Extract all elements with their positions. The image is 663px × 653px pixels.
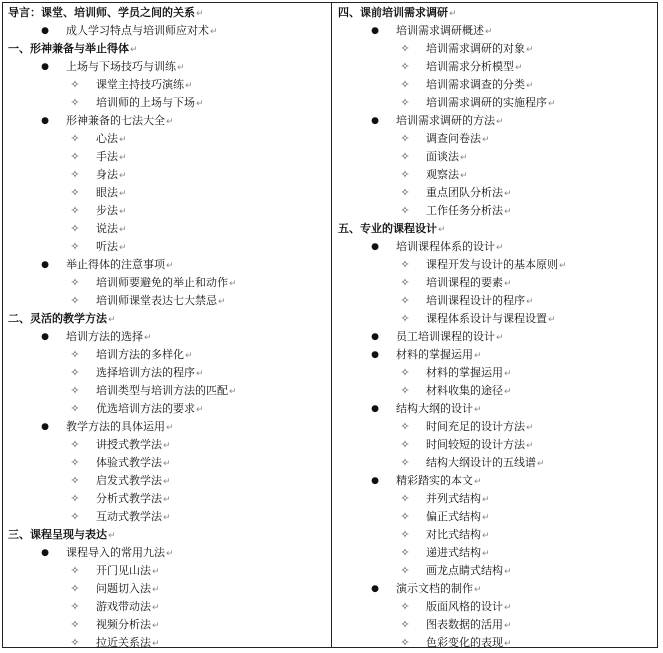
item-text: 材料的掌握运用 (396, 348, 473, 361)
diamond-bullet-icon: ✧ (70, 186, 80, 199)
paragraph-mark-icon: ↵ (196, 99, 204, 109)
outline-subitem (338, 310, 656, 328)
item-text: 材料的掌握运用 (426, 366, 503, 379)
paragraph-mark-icon: ↵ (482, 495, 490, 505)
outline-subitem (8, 580, 328, 598)
diamond-bullet-icon: ✧ (400, 366, 410, 379)
outline-item (338, 346, 656, 364)
item-text: 培训师要避免的举止和动作 (96, 276, 228, 289)
outline-item (8, 58, 328, 76)
paragraph-mark-icon: ↵ (482, 513, 490, 523)
diamond-bullet-icon: ✧ (400, 438, 410, 451)
outline-subitem (8, 94, 328, 112)
paragraph-mark-icon: ↵ (504, 279, 512, 289)
paragraph-mark-icon: ↵ (185, 81, 193, 91)
paragraph-mark-icon: ↵ (152, 621, 160, 631)
item-text: 体验式教学法 (96, 456, 162, 469)
item-text: 并列式结构 (426, 492, 481, 505)
paragraph-mark-icon: ↵ (526, 441, 534, 451)
item-text: 精彩踏实的本文 (396, 474, 473, 487)
paragraph-mark-icon: ↵ (526, 423, 534, 433)
diamond-bullet-icon: ✧ (70, 150, 80, 163)
paragraph-mark-icon: ↵ (163, 441, 171, 451)
diamond-bullet-icon: ✧ (400, 294, 410, 307)
paragraph-mark-icon: ↵ (496, 333, 504, 343)
bullet-icon: ● (41, 332, 49, 342)
item-text: 手法 (96, 150, 118, 163)
paragraph-mark-icon: ↵ (185, 351, 193, 361)
outline-subitem (338, 58, 656, 76)
outline-subitem (8, 148, 328, 166)
diamond-bullet-icon: ✧ (70, 402, 80, 415)
column-divider (331, 2, 332, 648)
item-text: 步法 (96, 204, 118, 217)
diamond-bullet-icon: ✧ (400, 564, 410, 577)
item-text: 上场与下场技巧与训练 (66, 60, 176, 73)
outline-subitem (338, 598, 656, 616)
outline-subitem (8, 274, 328, 292)
paragraph-mark-icon: ↵ (119, 171, 127, 181)
item-text: 眼法 (96, 186, 118, 199)
diamond-bullet-icon: ✧ (70, 294, 80, 307)
paragraph-mark-icon: ↵ (460, 153, 468, 163)
paragraph-mark-icon: ↵ (119, 225, 127, 235)
diamond-bullet-icon: ✧ (70, 222, 80, 235)
outline-subitem (8, 364, 328, 382)
diamond-bullet-icon: ✧ (70, 96, 80, 109)
paragraph-mark-icon: ↵ (196, 369, 204, 379)
diamond-bullet-icon: ✧ (400, 618, 410, 631)
paragraph-mark-icon: ↵ (210, 27, 218, 37)
outline-subitem (8, 76, 328, 94)
item-text: 分析式教学法 (96, 492, 162, 505)
bullet-icon: ● (371, 476, 379, 486)
item-text: 培训方法的多样化 (96, 348, 184, 361)
diamond-bullet-icon: ✧ (70, 474, 80, 487)
outline-subitem (338, 256, 656, 274)
diamond-bullet-icon: ✧ (70, 492, 80, 505)
diamond-bullet-icon: ✧ (70, 600, 80, 613)
bullet-icon: ● (371, 404, 379, 414)
paragraph-mark-icon: ↵ (482, 549, 490, 559)
item-text: 举止得体的注意事项 (66, 258, 165, 271)
diamond-bullet-icon: ✧ (400, 600, 410, 613)
item-text: 培训课程的要素 (426, 276, 503, 289)
paragraph-mark-icon: ↵ (504, 387, 512, 397)
outline-subitem (8, 238, 328, 256)
outline-subitem (8, 616, 328, 634)
outline-subitem (8, 598, 328, 616)
paragraph-mark-icon: ↵ (119, 207, 127, 217)
outline-item (338, 22, 656, 40)
diamond-bullet-icon: ✧ (70, 438, 80, 451)
outline-item (338, 472, 656, 490)
item-text: 选择培训方法的程序 (96, 366, 195, 379)
outline-subitem (8, 490, 328, 508)
outline-subitem (338, 490, 656, 508)
paragraph-mark-icon: ↵ (119, 189, 127, 199)
outline-item (8, 22, 328, 40)
item-text: 课程体系设计与课程设置 (426, 312, 547, 325)
diamond-bullet-icon: ✧ (70, 510, 80, 523)
item-text: 时间充足的设计方法 (426, 420, 525, 433)
outline-subitem (338, 76, 656, 94)
outline-subitem (8, 130, 328, 148)
bullet-icon: ● (41, 422, 49, 432)
diamond-bullet-icon: ✧ (70, 636, 80, 649)
item-text: 教学方法的具体运用 (66, 420, 165, 433)
item-text: 拉近关系法 (96, 636, 151, 649)
item-text: 优选培训方法的要求 (96, 402, 195, 415)
item-text: 培训需求调研的实施程序 (426, 96, 547, 109)
paragraph-mark-icon: ↵ (496, 117, 504, 127)
item-text: 培训方法的选择 (66, 330, 143, 343)
outline-subitem (338, 508, 656, 526)
item-text: 培训需求调研概述 (396, 24, 484, 37)
outline-subitem (338, 202, 656, 220)
item-text: 培训类型与培训方法的匹配 (96, 384, 228, 397)
paragraph-mark-icon: ↵ (163, 513, 171, 523)
outline-subitem (338, 634, 656, 652)
item-text: 偏正式结构 (426, 510, 481, 523)
outline-item (338, 328, 656, 346)
diamond-bullet-icon: ✧ (400, 276, 410, 289)
paragraph-mark-icon: ↵ (504, 603, 512, 613)
outline-subitem (8, 202, 328, 220)
diamond-bullet-icon: ✧ (400, 510, 410, 523)
item-text: 培训师的上场与下场 (96, 96, 195, 109)
paragraph-mark-icon: ↵ (504, 189, 512, 199)
outline-subitem (8, 454, 328, 472)
diamond-bullet-icon: ✧ (400, 456, 410, 469)
outline-item (338, 112, 656, 130)
item-text: 听法 (96, 240, 118, 253)
diamond-bullet-icon: ✧ (400, 384, 410, 397)
item-text: 形神兼备的七法大全 (66, 114, 165, 127)
item-text: 材料收集的途径 (426, 384, 503, 397)
outline-item (338, 400, 656, 418)
paragraph-mark-icon: ↵ (152, 603, 160, 613)
item-text: 讲授式教学法 (96, 438, 162, 451)
outline-item (8, 112, 328, 130)
outline-subitem (338, 274, 656, 292)
paragraph-mark-icon: ↵ (526, 297, 534, 307)
item-text: 员工培训课程的设计 (396, 330, 495, 343)
diamond-bullet-icon: ✧ (70, 366, 80, 379)
paragraph-mark-icon: ↵ (485, 27, 493, 37)
paragraph-mark-icon: ↵ (438, 225, 446, 235)
bullet-icon: ● (371, 332, 379, 342)
item-text: 版面风格的设计 (426, 600, 503, 613)
diamond-bullet-icon: ✧ (400, 420, 410, 433)
paragraph-mark-icon: ↵ (474, 405, 482, 415)
left-column (8, 4, 328, 652)
outline-subitem (8, 382, 328, 400)
outline-item (8, 418, 328, 436)
bullet-icon: ● (41, 548, 49, 558)
item-text: 培训需求分析模型 (426, 60, 514, 73)
paragraph-mark-icon: ↵ (526, 45, 534, 55)
diamond-bullet-icon: ✧ (70, 204, 80, 217)
outline-subitem (338, 382, 656, 400)
diamond-bullet-icon: ✧ (70, 564, 80, 577)
bullet-icon: ● (371, 26, 379, 36)
paragraph-mark-icon: ↵ (537, 459, 545, 469)
paragraph-mark-icon: ↵ (460, 171, 468, 181)
paragraph-mark-icon: ↵ (559, 261, 567, 271)
outline-subitem (8, 562, 328, 580)
paragraph-mark-icon: ↵ (144, 333, 152, 343)
item-text: 培训课程设计的程序 (426, 294, 525, 307)
outline-subitem (8, 220, 328, 238)
item-text: 问题切入法 (96, 582, 151, 595)
diamond-bullet-icon: ✧ (400, 636, 410, 649)
item-text: 五、专业的课程设计 (338, 222, 437, 235)
paragraph-mark-icon: ↵ (504, 567, 512, 577)
item-text: 说法 (96, 222, 118, 235)
paragraph-mark-icon: ↵ (229, 279, 237, 289)
paragraph-mark-icon: ↵ (548, 99, 556, 109)
section-heading (8, 310, 328, 328)
diamond-bullet-icon: ✧ (400, 258, 410, 271)
diamond-bullet-icon: ✧ (400, 204, 410, 217)
diamond-bullet-icon: ✧ (70, 348, 80, 361)
paragraph-mark-icon: ↵ (108, 315, 116, 325)
diamond-bullet-icon: ✧ (70, 618, 80, 631)
paragraph-mark-icon: ↵ (504, 207, 512, 217)
paragraph-mark-icon: ↵ (218, 297, 226, 307)
outline-item (8, 544, 328, 562)
item-text: 面谈法 (426, 150, 459, 163)
outline-item (338, 580, 656, 598)
diamond-bullet-icon: ✧ (70, 276, 80, 289)
outline-subitem (338, 40, 656, 58)
outline-item (8, 256, 328, 274)
item-text: 工作任务分析法 (426, 204, 503, 217)
diamond-bullet-icon: ✧ (400, 312, 410, 325)
outline-subitem (338, 94, 656, 112)
paragraph-mark-icon: ↵ (119, 135, 127, 145)
item-text: 成人学习特点与培训师应对术 (66, 24, 209, 37)
paragraph-mark-icon: ↵ (548, 315, 556, 325)
item-text: 互动式教学法 (96, 510, 162, 523)
outline-subitem (338, 130, 656, 148)
diamond-bullet-icon: ✧ (70, 384, 80, 397)
paragraph-mark-icon: ↵ (474, 477, 482, 487)
paragraph-mark-icon: ↵ (482, 135, 490, 145)
item-text: 演示文档的制作 (396, 582, 473, 595)
diamond-bullet-icon: ✧ (70, 582, 80, 595)
paragraph-mark-icon: ↵ (474, 351, 482, 361)
paragraph-mark-icon: ↵ (449, 9, 457, 19)
outline-subitem (338, 418, 656, 436)
paragraph-mark-icon: ↵ (196, 405, 204, 415)
outline-subitem (8, 400, 328, 418)
outline-subitem (8, 292, 328, 310)
paragraph-mark-icon: ↵ (496, 243, 504, 253)
outline-subitem (338, 148, 656, 166)
diamond-bullet-icon: ✧ (70, 456, 80, 469)
item-text: 课程开发与设计的基本原则 (426, 258, 558, 271)
paragraph-mark-icon: ↵ (152, 585, 160, 595)
diamond-bullet-icon: ✧ (400, 96, 410, 109)
item-text: 心法 (96, 132, 118, 145)
paragraph-mark-icon: ↵ (177, 63, 185, 73)
outline-subitem (338, 526, 656, 544)
paragraph-mark-icon: ↵ (166, 423, 174, 433)
paragraph-mark-icon: ↵ (504, 621, 512, 631)
item-text: 培训课程体系的设计 (396, 240, 495, 253)
item-text: 重点团队分析法 (426, 186, 503, 199)
section-heading (8, 40, 328, 58)
paragraph-mark-icon: ↵ (166, 549, 174, 559)
item-text: 结构大纲设计的五线谱 (426, 456, 536, 469)
outline-subitem (338, 364, 656, 382)
paragraph-mark-icon: ↵ (229, 387, 237, 397)
outline-subitem (8, 436, 328, 454)
paragraph-mark-icon: ↵ (119, 153, 127, 163)
bullet-icon: ● (371, 584, 379, 594)
item-text: 培训需求调研的方法 (396, 114, 495, 127)
diamond-bullet-icon: ✧ (400, 150, 410, 163)
section-heading (338, 4, 656, 22)
diamond-bullet-icon: ✧ (400, 78, 410, 91)
bullet-icon: ● (371, 116, 379, 126)
item-text: 四、课前培训需求调研 (338, 6, 448, 19)
item-text: 培训师课堂表达七大禁忌 (96, 294, 217, 307)
item-text: 对比式结构 (426, 528, 481, 541)
item-text: 培训需求调查的分类 (426, 78, 525, 91)
item-text: 培训需求调研的对象 (426, 42, 525, 55)
bullet-icon: ● (41, 260, 49, 270)
item-text: 课程导入的常用九法 (66, 546, 165, 559)
paragraph-mark-icon: ↵ (163, 495, 171, 505)
paragraph-mark-icon: ↵ (163, 477, 171, 487)
outline-subitem (338, 544, 656, 562)
item-text: 调查问卷法 (426, 132, 481, 145)
item-text: 时间较短的设计方法 (426, 438, 525, 451)
paragraph-mark-icon: ↵ (166, 117, 174, 127)
item-text: 递进式结构 (426, 546, 481, 559)
item-text: 结构大纲的设计 (396, 402, 473, 415)
diamond-bullet-icon: ✧ (400, 528, 410, 541)
paragraph-mark-icon: ↵ (526, 81, 534, 91)
outline-item (8, 328, 328, 346)
item-text: 二、灵活的教学方法 (8, 312, 107, 325)
paragraph-mark-icon: ↵ (108, 531, 116, 541)
item-text: 观察法 (426, 168, 459, 181)
diamond-bullet-icon: ✧ (400, 42, 410, 55)
item-text: 身法 (96, 168, 118, 181)
paragraph-mark-icon: ↵ (130, 45, 138, 55)
section-heading (8, 526, 328, 544)
paragraph-mark-icon: ↵ (166, 261, 174, 271)
item-text: 启发式教学法 (96, 474, 162, 487)
right-column (338, 4, 656, 652)
outline-subitem (8, 346, 328, 364)
diamond-bullet-icon: ✧ (400, 60, 410, 73)
bullet-icon: ● (41, 26, 49, 36)
paragraph-mark-icon: ↵ (196, 9, 204, 19)
section-heading (8, 4, 328, 22)
paragraph-mark-icon: ↵ (482, 531, 490, 541)
diamond-bullet-icon: ✧ (70, 240, 80, 253)
outline-subitem (338, 562, 656, 580)
outline-subitem (338, 616, 656, 634)
paragraph-mark-icon: ↵ (504, 639, 512, 649)
item-text: 开门见山法 (96, 564, 151, 577)
item-text: 游戏带动法 (96, 600, 151, 613)
diamond-bullet-icon: ✧ (400, 132, 410, 145)
diamond-bullet-icon: ✧ (400, 546, 410, 559)
item-text: 导言：课堂、培训师、学员之间的关系 (8, 6, 195, 19)
outline-subitem (8, 472, 328, 490)
diamond-bullet-icon: ✧ (400, 492, 410, 505)
paragraph-mark-icon: ↵ (119, 243, 127, 253)
item-text: 视频分析法 (96, 618, 151, 631)
outline-subitem (8, 166, 328, 184)
diamond-bullet-icon: ✧ (400, 168, 410, 181)
outline-subitem (338, 184, 656, 202)
outline-subitem (338, 166, 656, 184)
item-text: 图表数据的活用 (426, 618, 503, 631)
paragraph-mark-icon: ↵ (152, 639, 160, 649)
paragraph-mark-icon: ↵ (163, 459, 171, 469)
item-text: 一、形神兼备与举止得体 (8, 42, 129, 55)
bullet-icon: ● (41, 62, 49, 72)
paragraph-mark-icon: ↵ (474, 585, 482, 595)
bullet-icon: ● (41, 116, 49, 126)
outline-subitem (8, 508, 328, 526)
section-heading (338, 220, 656, 238)
diamond-bullet-icon: ✧ (70, 132, 80, 145)
bullet-icon: ● (371, 242, 379, 252)
outline-subitem (338, 292, 656, 310)
item-text: 画龙点睛式结构 (426, 564, 503, 577)
item-text: 三、课程呈现与表达 (8, 528, 107, 541)
paragraph-mark-icon: ↵ (152, 567, 160, 577)
paragraph-mark-icon: ↵ (515, 63, 523, 73)
diamond-bullet-icon: ✧ (70, 168, 80, 181)
diamond-bullet-icon: ✧ (400, 186, 410, 199)
outline-subitem (8, 634, 328, 652)
outline-item (338, 238, 656, 256)
outline-subitem (338, 454, 656, 472)
item-text: 课堂主持技巧演练 (96, 78, 184, 91)
paragraph-mark-icon: ↵ (504, 369, 512, 379)
outline-subitem (338, 436, 656, 454)
outline-subitem (8, 184, 328, 202)
item-text: 色彩变化的表现 (426, 636, 503, 649)
diamond-bullet-icon: ✧ (70, 78, 80, 91)
bullet-icon: ● (371, 350, 379, 360)
